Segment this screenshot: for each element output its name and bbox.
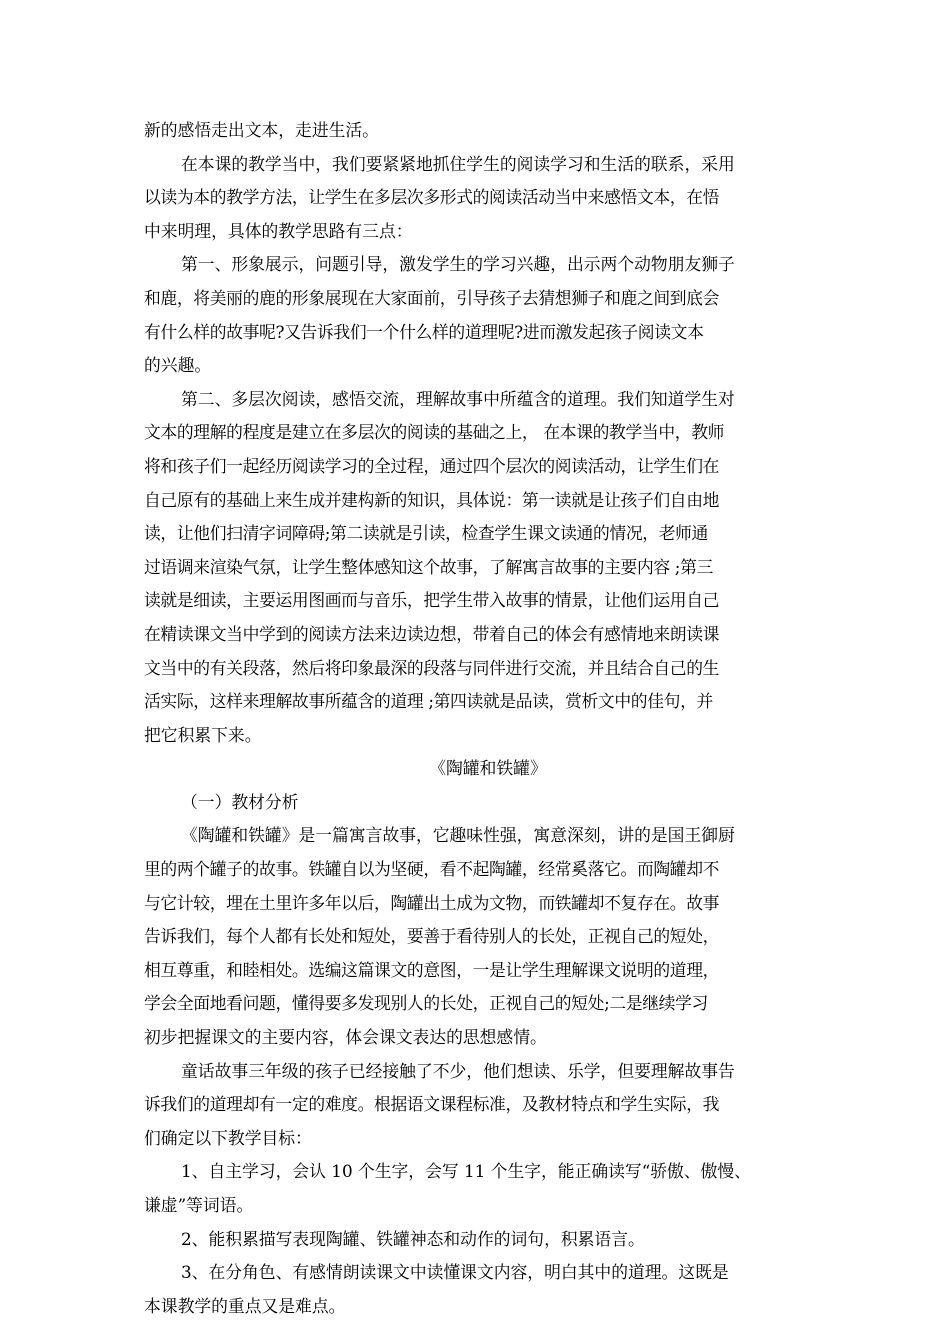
text-line: 的兴趣。 [144, 355, 212, 376]
text-line: 谦虚”等词语。 [144, 1195, 254, 1215]
text-line: 自己原有的基础上来生成并建构新的知识，具体说：第一读就是让孩子们自由地 [144, 489, 720, 510]
text-line: 本课教学的重点又是难点。 [144, 1295, 346, 1316]
text-line: 里的两个罐子的故事。铁罐自以为坚硬，看不起陶罐，经常奚落它。而陶罐却不 [144, 859, 720, 880]
text-line: 有什么样的故事呢?又告诉我们一个什么样的道理呢?进而激发起孩子阅读文本 [144, 321, 704, 342]
text-line: 初步把握课文的主要内容，体会课文表达的思想感情。 [144, 1027, 547, 1048]
text-line: 告诉我们，每个人都有长处和短处，要善于看待别人的长处，正视自己的短处， [144, 926, 720, 947]
text-line: 诉我们的道理却有一定的难度。根据语文课程标准，及教材特点和学生实际，我 [144, 1094, 720, 1115]
list-item-first-line: 3、在分角色、有感情朗读课文中读懂课文内容，明白其中的道理。这既是 [181, 1262, 729, 1283]
text-line: 相互尊重，和睦相处。选编这篇课文的意图，一是让学生理解课文说明的道理， [144, 959, 720, 980]
paragraph-first-line: 第一、形象展示，问题引导，激发学生的学习兴趣，出示两个动物朋友狮子 [181, 254, 735, 275]
paragraph-first-line: 第二、多层次阅读，感悟交流，理解故事中所蕴含的道理。我们知道学生对 [181, 388, 735, 409]
text-line: 将和孩子们一起经历阅读学习的全过程，通过四个层次的阅读活动，让学生们在 [144, 455, 720, 476]
text-line: 文本的理解的程度是建立在多层次的阅读的基础之上， 在本课的教学当中，教师 [144, 422, 725, 443]
text-line: 读就是细读，主要运用图画而与音乐，把学生带入故事的情景，让他们运用自己 [144, 590, 720, 611]
document-page [144, 114, 810, 1323]
text-line: 和鹿，将美丽的鹿的形象展现在大家面前，引导孩子去猜想狮子和鹿之间到底会 [144, 287, 720, 308]
text-line: 读，让他们扫清字词障碍;第二读就是引读，检查学生课文读通的情况，老师通 [144, 523, 708, 544]
text-line: 们确定以下教学目标： [144, 1127, 312, 1148]
text-line: 新的感悟走出文本，走进生活。 [144, 120, 379, 140]
text-line: 把它积累下来。 [144, 724, 262, 745]
paragraph-first-line: 在本课的教学当中，我们要紧紧地抓住学生的阅读学习和生活的联系，采用 [181, 153, 735, 174]
text-line: 以读为本的教学方法，让学生在多层次多形式的阅读活动当中来感悟文本，在悟 [144, 187, 720, 208]
text-line: 中来明理，具体的教学思路有三点： [144, 220, 413, 241]
text-line: 与它计较，埋在土里许多年以后，陶罐出土成为文物，而铁罐却不复存在。故事 [144, 892, 720, 913]
subsection-heading: （一）教材分析 [181, 791, 299, 812]
text-line: 文当中的有关段落，然后将印象最深的段落与同伴进行交流，并且结合自己的生 [144, 657, 720, 678]
list-item: 2、能积累描写表现陶罐、铁罐神态和动作的词句，积累语言。 [181, 1228, 645, 1249]
text-line: 活实际，这样来理解故事所蕴含的道理 ;第四读就是品读，赏析文中的佳句，并 [144, 691, 713, 712]
section-title: 《陶罐和铁罐》 [429, 758, 547, 779]
text-line: 过语调来渲染气氛，让学生整体感知这个故事，了解寓言故事的主要内容 ;第三 [144, 556, 713, 577]
paragraph-first-line: 童话故事三年级的孩子已经接触了不少，他们想读、乐学，但要理解故事告 [181, 1060, 735, 1081]
text-line: 在精读课文当中学到的阅读方法来边读边想，带着自己的体会有感情地来朗读课 [144, 623, 720, 644]
paragraph-first-line: 《陶罐和铁罐》是一篇寓言故事，它趣味性强，寓意深刻，讲的是国王御厨 [181, 825, 735, 846]
text-line: 学会全面地看问题，懂得要多发现别人的长处，正视自己的短处;二是继续学习 [144, 993, 708, 1014]
list-item-first-line: 1、自主学习，会认 10 个生字，会写 11 个生字，能正确读写“骄傲、傲慢、 [181, 1161, 751, 1182]
